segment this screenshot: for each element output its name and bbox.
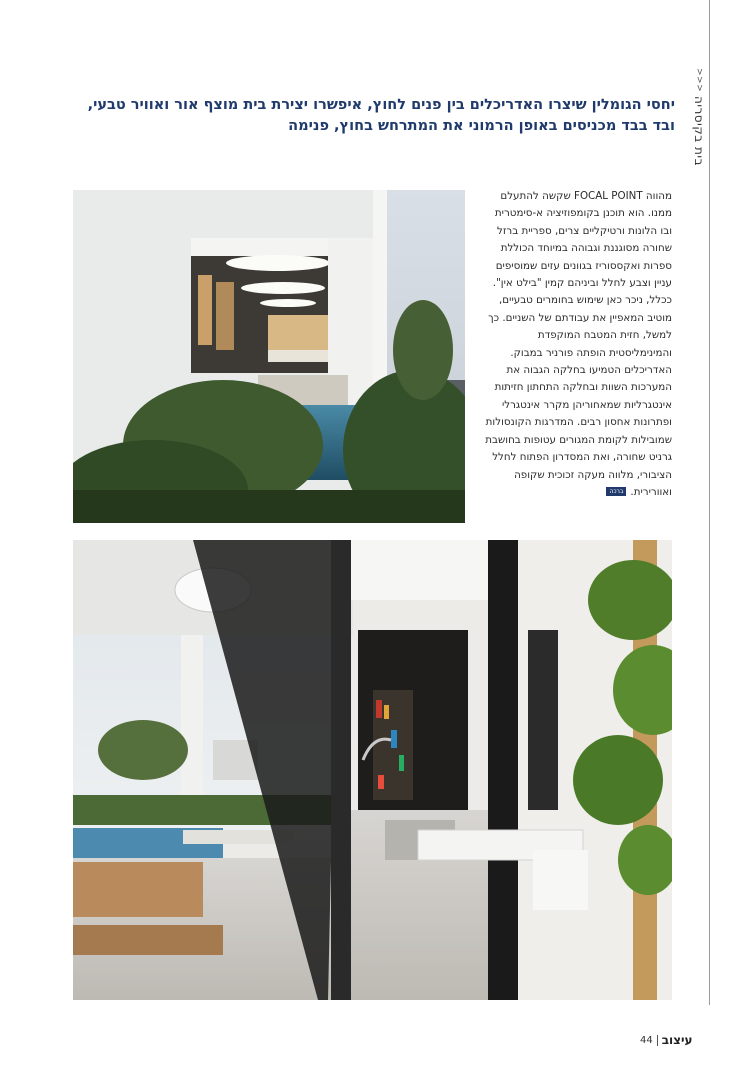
page-margin-rule (709, 0, 710, 1005)
section-label (690, 68, 708, 178)
section-arrows: >>> (694, 68, 704, 93)
body-paragraph (482, 292, 672, 501)
magazine-section-title: עיצוב (661, 1033, 693, 1047)
interior-living-room-photo (73, 540, 672, 1000)
page-footer (640, 1032, 693, 1048)
pull-quote-headline: יחסי הגומלין שיצרו האדריכלים בין פנים לחוץ, איפשרו יצירת בית מוצף אור ואוויר טבעי, ובד בבד מכניסים באופן הרמוני את המתרחש בחוץ, פנימה (87, 97, 675, 134)
section-title: בית בקיסריה (692, 96, 706, 167)
end-mark-badge: ברכה (606, 487, 626, 496)
body-paragraph: מהווה FOCAL POINT שקשה להתעלם ממנו. הוא תוכנן בקומפוזיציה א-סימטרית ובו הלונות ורטיקליים צרים, ספריית ברזל שחורה מסוגננת וגבוהה במיוחד הכוללת ספרות ואקססוריז בגוונים עזים שמוסיפים עניין וצבע לחלל וביניהם קמין "בילט אין". (492, 190, 672, 290)
footer-divider (657, 1035, 658, 1046)
body-paragraph-text: ככלל, ניכר כאן שימוש בחומרים טבעיים, מוטיב המאפיין את עבודתם של השניים. כך למשל, חזית המטבח המוקפדת והמינימליסטית הופתה פורניר במבוק. האדריכלים הטמיעו בחלקה הגבוה את המערכות השוות ובחלקה התחתון חזיתות אינטגרליות שמאחוריהן מקרר אינטגרלי ופתרונות אחסון רבים. המדרגות הקונסולות שמובילות לקומת המגורים עטופות בחושבת גרניט שחורה, ואת המסדרון הפתוח לחלל הציבורי, מלווה מעקה זכוכית שקופה ואוורירית. (485, 294, 672, 498)
exterior-house-photo (73, 190, 465, 523)
article-body (482, 188, 672, 501)
page-number: 44 (640, 1034, 653, 1046)
